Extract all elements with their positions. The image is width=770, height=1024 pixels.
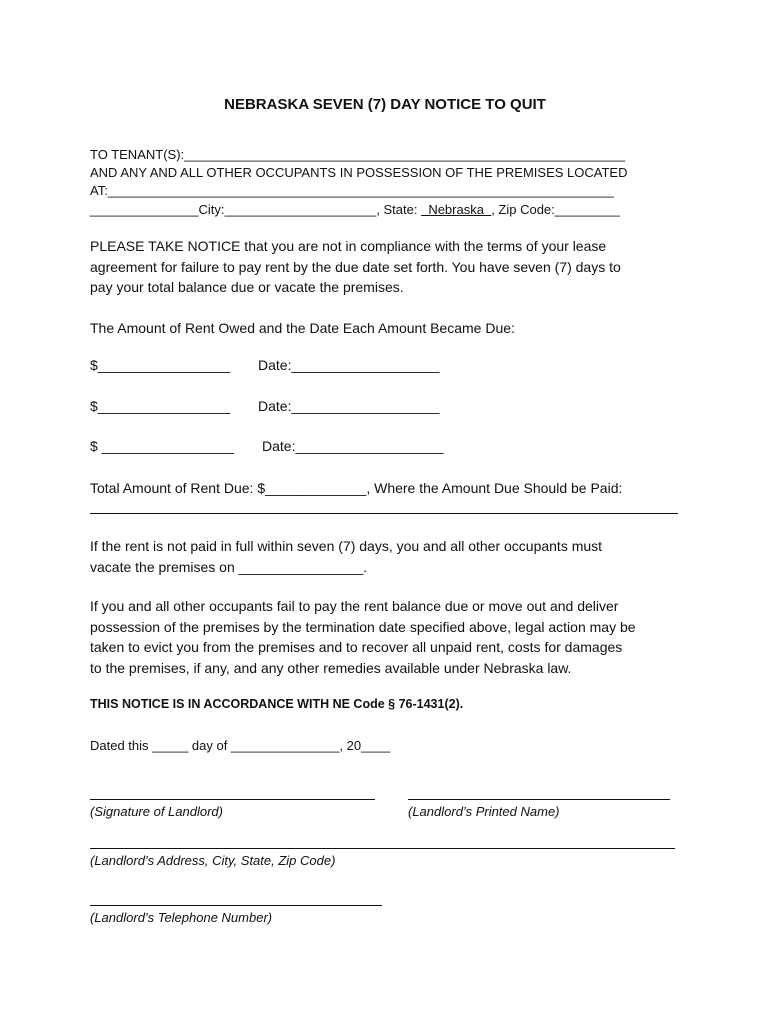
landlord-printed-name-label: (Landlord’s Printed Name) xyxy=(408,804,560,819)
rent-amount-1[interactable]: $_________________ xyxy=(90,357,231,373)
total-rent-line[interactable]: Total Amount of Rent Due: $_____________, Where the Amount Due Should be Paid: xyxy=(90,480,623,496)
address-suffix[interactable]: , Zip Code:_________ xyxy=(491,202,620,217)
premises-at-line[interactable]: AT:______________________________________________________________________ xyxy=(90,183,614,198)
occupants-line: AND ANY AND ALL OTHER OCCUPANTS IN POSSESSION OF THE PREMISES LOCATED xyxy=(90,165,628,180)
rent-amount-2[interactable]: $_________________ xyxy=(90,398,231,414)
vacate-paragraph xyxy=(90,536,690,577)
dated-line[interactable]: Dated this _____ day of _______________, 20____ xyxy=(90,738,390,753)
landlord-address-line[interactable] xyxy=(90,848,675,849)
notice-paragraph xyxy=(90,236,690,298)
notice-line-3: pay your total balance due or vacate the premises. xyxy=(90,279,404,295)
landlord-signature-label: (Signature of Landlord) xyxy=(90,804,223,819)
landlord-telephone-line[interactable] xyxy=(90,905,382,906)
vacate-line-2[interactable]: vacate the premises on ________________. xyxy=(90,558,368,575)
state-value: Nebraska xyxy=(421,202,492,217)
legal-line-2: possession of the premises by the termination date specified above, legal action may be xyxy=(90,618,636,635)
code-notice: THIS NOTICE IS IN ACCORDANCE WITH NE Code § 76-1431(2). xyxy=(90,697,464,711)
payment-location-line[interactable] xyxy=(90,513,678,514)
legal-line-1: If you and all other occupants fail to pay the rent balance due or move out and deliver xyxy=(90,598,619,614)
rent-date-2[interactable]: Date:___________________ xyxy=(258,398,440,414)
address-prefix[interactable]: _______________City:_____________________, State: xyxy=(90,202,422,217)
notice-line-2: agreement for failure to pay rent by the due date set forth. You have seven (7) days to xyxy=(90,258,621,275)
rent-date-3[interactable]: Date:___________________ xyxy=(262,438,444,454)
tenant-line[interactable]: TO TENANT(S):_____________________________________________________________ xyxy=(90,147,626,162)
notice-line-1: PLEASE TAKE NOTICE that you are not in compliance with the terms of your lease xyxy=(90,238,607,254)
legal-paragraph xyxy=(90,596,690,678)
landlord-signature-line[interactable] xyxy=(90,799,375,800)
vacate-line-1: If the rent is not paid in full within seven (7) days, you and all other occupants must xyxy=(90,538,603,554)
document-title: NEBRASKA SEVEN (7) DAY NOTICE TO QUIT xyxy=(224,96,546,113)
landlord-printed-name-line[interactable] xyxy=(408,799,670,800)
legal-line-4: to the premises, if any, and any other remedies available under Nebraska law. xyxy=(90,659,572,676)
address-line[interactable] xyxy=(90,202,620,218)
legal-line-3: taken to evict you from the premises and to recover all unpaid rent, costs for damages xyxy=(90,639,623,655)
landlord-telephone-label: (Landlord’s Telephone Number) xyxy=(90,910,273,925)
rent-amount-3[interactable]: $ _________________ xyxy=(90,438,235,454)
rent-date-1[interactable]: Date:___________________ xyxy=(258,357,440,373)
landlord-address-label: (Landlord’s Address, City, State, Zip Code) xyxy=(90,853,336,868)
rent-owed-heading: The Amount of Rent Owed and the Date Each Amount Became Due: xyxy=(90,320,515,336)
